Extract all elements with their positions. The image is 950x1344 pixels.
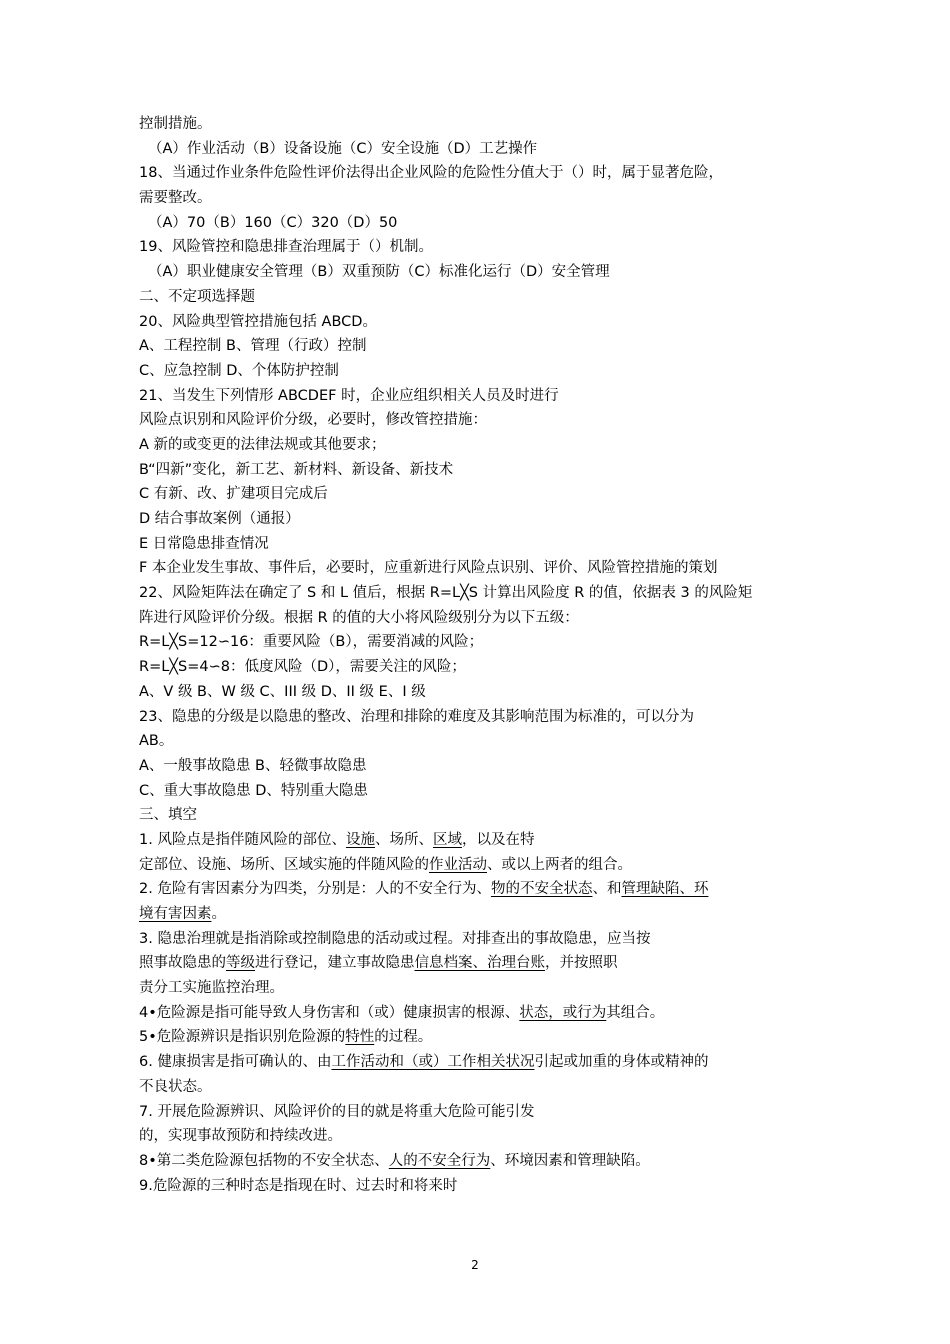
underlined-answer: 工作活动和（或）工作相关状况 — [331, 1054, 535, 1071]
page-number: 2 — [471, 1258, 479, 1272]
underlined-answer: 等级 — [226, 955, 255, 972]
text-segment: 23、隐患的分级是以隐患的整改、治理和排除的难度及其影响范围为标准的，可以分为 — [139, 708, 694, 725]
text-segment: 2. 危险有害因素分为四类，分别是：人的不安全行为、 — [139, 881, 491, 898]
text-line — [139, 828, 829, 853]
text-segment: C、重大事故隐患 D、特别重大隐患 — [139, 782, 368, 799]
text-segment: 其组合。 — [606, 1004, 665, 1021]
text-segment: R=L╳S=4∽8：低度风险（D），需要关注的风险； — [139, 659, 466, 676]
text-segment: AB。 — [139, 733, 174, 750]
text-line — [139, 951, 829, 976]
text-line — [139, 285, 829, 310]
text-segment: A、工程控制 B、管理（行政）控制 — [139, 338, 367, 355]
text-segment: 18、当通过作业条件危险性评价法得出企业风险的危险性分值大于（）时，属于显著危险， — [139, 165, 723, 182]
text-segment: 的，实现事故预防和持续改进。 — [139, 1128, 342, 1145]
text-line — [139, 359, 829, 384]
text-line — [139, 161, 829, 186]
text-line — [139, 384, 829, 409]
text-segment: A、一般事故隐患 B、轻微事故隐患 — [139, 757, 367, 774]
text-line — [139, 1001, 829, 1026]
text-segment: 二、不定项选择题 — [139, 288, 255, 305]
text-segment: 22、风险矩阵法在确定了 S 和 L 值后，根据 R=L╳S 计算出风险度 R 的值，依据表 3 的风险矩 — [139, 585, 753, 602]
text-line — [139, 927, 829, 952]
text-line — [139, 853, 829, 878]
text-segment: B“四新”变化，新工艺、新材料、新设备、新技术 — [139, 461, 454, 478]
text-line — [139, 630, 829, 655]
text-segment: 三、填空 — [139, 807, 197, 824]
text-segment: 定部位、设施、场所、区域实施的伴随风险的 — [139, 856, 429, 873]
text-line — [139, 556, 829, 581]
underlined-answer: 特性 — [345, 1029, 375, 1046]
text-line — [139, 779, 829, 804]
text-segment: A、V 级 B、W 级 C、III 级 D、II 级 E、I 级 — [139, 683, 426, 700]
text-segment: 8•第二类危险源包括物的不安全状态、 — [139, 1152, 389, 1169]
text-line — [139, 211, 829, 236]
underlined-answer: 管理缺陷、环 — [621, 881, 709, 898]
text-segment: （A）70（B）160（C）320（D）50 — [148, 214, 398, 231]
text-line — [139, 680, 829, 705]
text-line — [139, 705, 829, 730]
text-segment: ，并按照职 — [545, 955, 618, 972]
text-segment: 7. 开展危险源辨识、风险评价的目的就是将重大危险可能引发 — [139, 1103, 535, 1120]
underlined-answer: 物的不安全状态 — [490, 881, 593, 898]
text-segment: D 结合事故案例（通报） — [139, 511, 300, 527]
text-line — [139, 1075, 829, 1100]
text-segment: 不良状态。 — [139, 1078, 212, 1095]
text-line — [139, 1025, 829, 1050]
underlined-answer: 区域 — [432, 831, 462, 848]
text-line — [139, 1050, 829, 1075]
text-segment: R=L╳S=12∽16：重要风险（B），需要消减的风险； — [139, 634, 484, 651]
text-segment: ，以及在特 — [461, 831, 535, 848]
text-segment: （A）作业活动（B）设备设施（C）安全设施（D）工艺操作 — [148, 140, 538, 157]
text-line — [139, 606, 829, 631]
text-line — [139, 1174, 829, 1199]
underlined-answer: 人的不安全行为 — [388, 1152, 491, 1169]
text-line — [139, 507, 829, 532]
text-segment: F 本企业发生事故、事件后，必要时，应重新进行风险点识别、评价、风险管控措施的策划 — [139, 560, 718, 577]
text-line — [139, 902, 829, 927]
text-line — [139, 408, 829, 433]
text-segment: 的过程。 — [374, 1029, 433, 1046]
document-body — [139, 112, 829, 1198]
text-segment: 照事故隐患的 — [139, 955, 226, 972]
text-segment: 阵进行风险评价分级。根据 R 的值的大小将风险级别分为以下五级： — [139, 609, 579, 626]
underlined-answer: 境有害因素 — [139, 906, 212, 922]
text-line — [139, 1124, 829, 1149]
text-segment: 6. 健康损害是指可确认的、由 — [139, 1054, 332, 1071]
text-line — [139, 754, 829, 779]
text-line — [139, 532, 829, 557]
text-line — [139, 581, 829, 606]
text-segment: 引起或加重的身体或精神的 — [534, 1054, 709, 1071]
text-segment: 、环境因素和管理缺陷。 — [490, 1152, 650, 1169]
text-segment: 、或以上两者的组合。 — [487, 856, 632, 873]
underlined-answer: 作业活动 — [429, 856, 487, 873]
text-line — [139, 137, 829, 162]
text-segment: 风险点识别和风险评价分级，必要时，修改管控措施： — [139, 412, 487, 429]
text-line — [139, 1100, 829, 1125]
text-line — [139, 1149, 829, 1174]
text-line — [139, 235, 829, 260]
text-line — [139, 482, 829, 507]
text-segment: C 有新、改、扩建项目完成后 — [139, 486, 328, 503]
text-segment: 21、当发生下列情形 ABCDEF 时，企业应组织相关人员及时进行 — [139, 387, 559, 404]
underlined-answer: 状态，或行为 — [519, 1004, 607, 1021]
text-line — [139, 729, 829, 754]
text-segment: A 新的或变更的法律法规或其他要求； — [139, 436, 386, 453]
underlined-answer: 设施 — [345, 831, 375, 848]
text-line — [139, 186, 829, 211]
text-segment: 、场所、 — [374, 831, 433, 848]
text-segment: 。 — [211, 906, 226, 922]
text-segment: （A）职业健康安全管理（B）双重预防（C）标准化运行（D）安全管理 — [148, 264, 610, 281]
text-segment: 20、风险典型管控措施包括 ABCD。 — [139, 313, 377, 330]
text-line — [139, 334, 829, 359]
text-segment: 控制措施。 — [139, 116, 212, 132]
text-segment: 4•危险源是指可能导致人身伤害和（或）健康损害的根源、 — [139, 1004, 520, 1021]
text-segment: 进行登记，建立事故隐患 — [255, 955, 415, 972]
text-segment: 责分工实施监控治理。 — [139, 980, 284, 997]
text-segment: 1. 风险点是指伴随风险的部位、 — [139, 831, 346, 848]
text-segment: E 日常隐患排查情况 — [139, 535, 269, 552]
text-line — [139, 803, 829, 828]
text-line — [139, 976, 829, 1001]
text-segment: 、和 — [592, 881, 622, 898]
text-segment: C、应急控制 D、个体防护控制 — [139, 362, 339, 379]
text-line — [139, 433, 829, 458]
underlined-answer: 信息档案、治理台账 — [414, 955, 545, 972]
text-line — [139, 655, 829, 680]
text-segment: 5•危险源辨识是指识别危险源的 — [139, 1029, 346, 1046]
text-segment: 19、风险管控和隐患排查治理属于（）机制。 — [139, 239, 433, 256]
text-segment: 9.危险源的三种时态是指现在时、过去时和将来时 — [139, 1177, 458, 1194]
text-segment: 需要整改。 — [139, 190, 212, 207]
text-line — [139, 112, 829, 137]
text-line — [139, 458, 829, 483]
text-line — [139, 877, 829, 902]
text-line — [139, 260, 829, 285]
text-line — [139, 310, 829, 335]
text-segment: 3. 隐患治理就是指消除或控制隐患的活动或过程。对排查出的事故隐患，应当按 — [139, 930, 651, 947]
